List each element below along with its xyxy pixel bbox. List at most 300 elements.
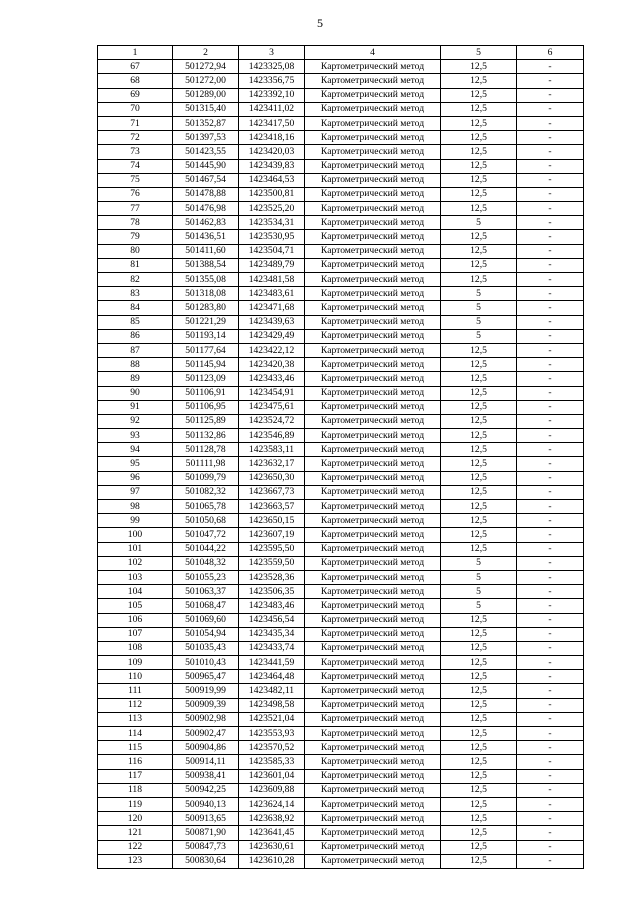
- method-cell: Картометрический метод: [305, 485, 441, 499]
- method-cell: Картометрический метод: [305, 556, 441, 570]
- y-coordinate-cell: 1423553,93: [239, 727, 305, 741]
- y-coordinate-cell: 1423411,02: [239, 102, 305, 116]
- y-coordinate-cell: 1423650,15: [239, 514, 305, 528]
- note-cell: -: [517, 741, 584, 755]
- x-coordinate-cell: 501065,78: [173, 500, 239, 514]
- x-coordinate-cell: 501318,08: [173, 287, 239, 301]
- note-cell: -: [517, 812, 584, 826]
- accuracy-cell: 12,5: [441, 116, 517, 130]
- point-number-cell: 82: [98, 273, 173, 287]
- x-coordinate-cell: 501132,86: [173, 429, 239, 443]
- table-row: [98, 769, 584, 783]
- point-number-cell: 102: [98, 556, 173, 570]
- note-cell: -: [517, 202, 584, 216]
- point-number-cell: 91: [98, 400, 173, 414]
- x-coordinate-cell: 501125,89: [173, 414, 239, 428]
- x-coordinate-cell: 500938,41: [173, 769, 239, 783]
- y-coordinate-cell: 1423624,14: [239, 797, 305, 811]
- x-coordinate-cell: 501423,55: [173, 145, 239, 159]
- table-row: [98, 131, 584, 145]
- x-coordinate-cell: 500871,90: [173, 826, 239, 840]
- note-cell: -: [517, 514, 584, 528]
- table-row: [98, 102, 584, 116]
- point-number-cell: 99: [98, 514, 173, 528]
- accuracy-cell: 5: [441, 585, 517, 599]
- note-cell: -: [517, 613, 584, 627]
- accuracy-cell: 5: [441, 570, 517, 584]
- accuracy-cell: 12,5: [441, 102, 517, 116]
- point-number-cell: 104: [98, 585, 173, 599]
- y-coordinate-cell: 1423583,11: [239, 443, 305, 457]
- x-coordinate-cell: 501478,88: [173, 187, 239, 201]
- table-row: [98, 429, 584, 443]
- table-row: [98, 329, 584, 343]
- note-cell: -: [517, 400, 584, 414]
- point-number-cell: 112: [98, 698, 173, 712]
- point-number-cell: 95: [98, 457, 173, 471]
- note-cell: -: [517, 528, 584, 542]
- accuracy-cell: 12,5: [441, 131, 517, 145]
- note-cell: -: [517, 712, 584, 726]
- point-number-cell: 78: [98, 216, 173, 230]
- x-coordinate-cell: 501445,90: [173, 159, 239, 173]
- accuracy-cell: 12,5: [441, 812, 517, 826]
- note-cell: -: [517, 826, 584, 840]
- table-row: [98, 471, 584, 485]
- x-coordinate-cell: 501289,00: [173, 88, 239, 102]
- accuracy-cell: 12,5: [441, 202, 517, 216]
- method-cell: Картометрический метод: [305, 131, 441, 145]
- accuracy-cell: 12,5: [441, 343, 517, 357]
- point-number-cell: 97: [98, 485, 173, 499]
- method-cell: Картометрический метод: [305, 528, 441, 542]
- point-number-cell: 117: [98, 769, 173, 783]
- table-row: [98, 159, 584, 173]
- accuracy-cell: 12,5: [441, 698, 517, 712]
- y-coordinate-cell: 1423500,81: [239, 187, 305, 201]
- accuracy-cell: 12,5: [441, 485, 517, 499]
- table-row: [98, 301, 584, 315]
- accuracy-cell: 5: [441, 329, 517, 343]
- accuracy-cell: 12,5: [441, 514, 517, 528]
- point-number-cell: 123: [98, 854, 173, 868]
- accuracy-cell: 12,5: [441, 400, 517, 414]
- y-coordinate-cell: 1423667,73: [239, 485, 305, 499]
- y-coordinate-cell: 1423524,72: [239, 414, 305, 428]
- x-coordinate-cell: 500942,25: [173, 783, 239, 797]
- note-cell: -: [517, 273, 584, 287]
- accuracy-cell: 12,5: [441, 627, 517, 641]
- table-row: [98, 826, 584, 840]
- y-coordinate-cell: 1423435,34: [239, 627, 305, 641]
- y-coordinate-cell: 1423663,57: [239, 500, 305, 514]
- accuracy-cell: 12,5: [441, 741, 517, 755]
- table-row: [98, 514, 584, 528]
- point-number-cell: 108: [98, 641, 173, 655]
- x-coordinate-cell: 501044,22: [173, 542, 239, 556]
- table-row: [98, 202, 584, 216]
- accuracy-cell: 12,5: [441, 727, 517, 741]
- note-cell: -: [517, 358, 584, 372]
- table-row: [98, 797, 584, 811]
- point-number-cell: 110: [98, 670, 173, 684]
- accuracy-cell: 12,5: [441, 60, 517, 74]
- y-coordinate-cell: 1423433,46: [239, 372, 305, 386]
- note-cell: -: [517, 88, 584, 102]
- point-number-cell: 76: [98, 187, 173, 201]
- table-row: [98, 854, 584, 868]
- table-row: [98, 414, 584, 428]
- coordinates-table: [97, 45, 584, 869]
- x-coordinate-cell: 501050,68: [173, 514, 239, 528]
- note-cell: -: [517, 769, 584, 783]
- table-row: [98, 627, 584, 641]
- point-number-cell: 85: [98, 315, 173, 329]
- x-coordinate-cell: 501397,53: [173, 131, 239, 145]
- note-cell: -: [517, 216, 584, 230]
- note-cell: -: [517, 315, 584, 329]
- x-coordinate-cell: 500914,11: [173, 755, 239, 769]
- method-cell: Картометрический метод: [305, 88, 441, 102]
- method-cell: Картометрический метод: [305, 315, 441, 329]
- note-cell: -: [517, 173, 584, 187]
- y-coordinate-cell: 1423482,11: [239, 684, 305, 698]
- y-coordinate-cell: 1423464,48: [239, 670, 305, 684]
- method-cell: Картометрический метод: [305, 599, 441, 613]
- x-coordinate-cell: 501388,54: [173, 258, 239, 272]
- table-row: [98, 216, 584, 230]
- x-coordinate-cell: 501106,95: [173, 400, 239, 414]
- y-coordinate-cell: 1423456,54: [239, 613, 305, 627]
- y-coordinate-cell: 1423483,61: [239, 287, 305, 301]
- note-cell: -: [517, 797, 584, 811]
- point-number-cell: 111: [98, 684, 173, 698]
- method-cell: Картометрический метод: [305, 258, 441, 272]
- method-cell: Картометрический метод: [305, 585, 441, 599]
- x-coordinate-cell: 500919,99: [173, 684, 239, 698]
- table-row: [98, 116, 584, 130]
- y-coordinate-cell: 1423475,61: [239, 400, 305, 414]
- table-row: [98, 840, 584, 854]
- method-cell: Картометрический метод: [305, 698, 441, 712]
- method-cell: Картометрический метод: [305, 641, 441, 655]
- accuracy-cell: 12,5: [441, 358, 517, 372]
- note-cell: -: [517, 570, 584, 584]
- table-row: [98, 570, 584, 584]
- y-coordinate-cell: 1423609,88: [239, 783, 305, 797]
- x-coordinate-cell: 501283,80: [173, 301, 239, 315]
- column-header: 2: [173, 46, 239, 60]
- x-coordinate-cell: 500902,98: [173, 712, 239, 726]
- point-number-cell: 69: [98, 88, 173, 102]
- method-cell: Картометрический метод: [305, 230, 441, 244]
- x-coordinate-cell: 501047,72: [173, 528, 239, 542]
- table-row: [98, 88, 584, 102]
- note-cell: -: [517, 485, 584, 499]
- accuracy-cell: 12,5: [441, 88, 517, 102]
- y-coordinate-cell: 1423638,92: [239, 812, 305, 826]
- accuracy-cell: 12,5: [441, 258, 517, 272]
- table-row: [98, 443, 584, 457]
- method-cell: Картометрический метод: [305, 74, 441, 88]
- y-coordinate-cell: 1423489,79: [239, 258, 305, 272]
- accuracy-cell: 12,5: [441, 429, 517, 443]
- x-coordinate-cell: 501145,94: [173, 358, 239, 372]
- table-row: [98, 599, 584, 613]
- table-row: [98, 358, 584, 372]
- note-cell: -: [517, 556, 584, 570]
- accuracy-cell: 12,5: [441, 159, 517, 173]
- point-number-cell: 70: [98, 102, 173, 116]
- point-number-cell: 105: [98, 599, 173, 613]
- table-row: [98, 287, 584, 301]
- method-cell: Картометрический метод: [305, 712, 441, 726]
- y-coordinate-cell: 1423630,61: [239, 840, 305, 854]
- note-cell: -: [517, 102, 584, 116]
- point-number-cell: 80: [98, 244, 173, 258]
- point-number-cell: 116: [98, 755, 173, 769]
- method-cell: Картометрический метод: [305, 769, 441, 783]
- method-cell: Картометрический метод: [305, 854, 441, 868]
- x-coordinate-cell: 501436,51: [173, 230, 239, 244]
- table-row: [98, 173, 584, 187]
- method-cell: Картометрический метод: [305, 812, 441, 826]
- y-coordinate-cell: 1423506,35: [239, 585, 305, 599]
- method-cell: Картометрический метод: [305, 60, 441, 74]
- column-header: 5: [441, 46, 517, 60]
- accuracy-cell: 12,5: [441, 500, 517, 514]
- table-row: [98, 727, 584, 741]
- y-coordinate-cell: 1423525,20: [239, 202, 305, 216]
- point-number-cell: 101: [98, 542, 173, 556]
- accuracy-cell: 12,5: [441, 783, 517, 797]
- x-coordinate-cell: 501272,94: [173, 60, 239, 74]
- x-coordinate-cell: 501068,47: [173, 599, 239, 613]
- x-coordinate-cell: 500830,64: [173, 854, 239, 868]
- note-cell: -: [517, 187, 584, 201]
- note-cell: -: [517, 258, 584, 272]
- point-number-cell: 73: [98, 145, 173, 159]
- y-coordinate-cell: 1423534,31: [239, 216, 305, 230]
- x-coordinate-cell: 501462,83: [173, 216, 239, 230]
- method-cell: Картометрический метод: [305, 386, 441, 400]
- table-row: [98, 755, 584, 769]
- note-cell: -: [517, 684, 584, 698]
- y-coordinate-cell: 1423392,10: [239, 88, 305, 102]
- note-cell: -: [517, 230, 584, 244]
- x-coordinate-cell: 501411,60: [173, 244, 239, 258]
- point-number-cell: 68: [98, 74, 173, 88]
- x-coordinate-cell: 501352,87: [173, 116, 239, 130]
- note-cell: -: [517, 698, 584, 712]
- accuracy-cell: 12,5: [441, 712, 517, 726]
- x-coordinate-cell: 501069,60: [173, 613, 239, 627]
- method-cell: Картометрический метод: [305, 542, 441, 556]
- table-row: [98, 500, 584, 514]
- accuracy-cell: 12,5: [441, 187, 517, 201]
- point-number-cell: 87: [98, 343, 173, 357]
- accuracy-cell: 12,5: [441, 684, 517, 698]
- column-header: 3: [239, 46, 305, 60]
- method-cell: Картометрический метод: [305, 273, 441, 287]
- point-number-cell: 79: [98, 230, 173, 244]
- accuracy-cell: 12,5: [441, 769, 517, 783]
- point-number-cell: 94: [98, 443, 173, 457]
- x-coordinate-cell: 501193,14: [173, 329, 239, 343]
- note-cell: -: [517, 244, 584, 258]
- table-row: [98, 230, 584, 244]
- note-cell: -: [517, 131, 584, 145]
- point-number-cell: 122: [98, 840, 173, 854]
- point-number-cell: 106: [98, 613, 173, 627]
- table-row: [98, 244, 584, 258]
- method-cell: Картометрический метод: [305, 826, 441, 840]
- y-coordinate-cell: 1423559,50: [239, 556, 305, 570]
- accuracy-cell: 12,5: [441, 414, 517, 428]
- y-coordinate-cell: 1423607,19: [239, 528, 305, 542]
- method-cell: Картометрический метод: [305, 457, 441, 471]
- method-cell: Картометрический метод: [305, 500, 441, 514]
- x-coordinate-cell: 501048,32: [173, 556, 239, 570]
- table-row: [98, 386, 584, 400]
- x-coordinate-cell: 501123,09: [173, 372, 239, 386]
- table-row: [98, 613, 584, 627]
- y-coordinate-cell: 1423481,58: [239, 273, 305, 287]
- point-number-cell: 81: [98, 258, 173, 272]
- y-coordinate-cell: 1423528,36: [239, 570, 305, 584]
- method-cell: Картометрический метод: [305, 173, 441, 187]
- point-number-cell: 114: [98, 727, 173, 741]
- method-cell: Картометрический метод: [305, 741, 441, 755]
- point-number-cell: 74: [98, 159, 173, 173]
- point-number-cell: 118: [98, 783, 173, 797]
- accuracy-cell: 12,5: [441, 386, 517, 400]
- note-cell: -: [517, 854, 584, 868]
- point-number-cell: 96: [98, 471, 173, 485]
- method-cell: Картометрический метод: [305, 187, 441, 201]
- method-cell: Картометрический метод: [305, 443, 441, 457]
- method-cell: Картометрический метод: [305, 783, 441, 797]
- table-row: [98, 60, 584, 74]
- accuracy-cell: 12,5: [441, 244, 517, 258]
- method-cell: Картометрический метод: [305, 372, 441, 386]
- accuracy-cell: 12,5: [441, 613, 517, 627]
- point-number-cell: 119: [98, 797, 173, 811]
- note-cell: -: [517, 599, 584, 613]
- table-row: [98, 585, 584, 599]
- point-number-cell: 92: [98, 414, 173, 428]
- accuracy-cell: 12,5: [441, 854, 517, 868]
- table-header-row: [98, 46, 584, 60]
- note-cell: -: [517, 585, 584, 599]
- y-coordinate-cell: 1423610,28: [239, 854, 305, 868]
- table-row: [98, 670, 584, 684]
- y-coordinate-cell: 1423439,63: [239, 315, 305, 329]
- accuracy-cell: 5: [441, 599, 517, 613]
- y-coordinate-cell: 1423521,04: [239, 712, 305, 726]
- point-number-cell: 84: [98, 301, 173, 315]
- method-cell: Картометрический метод: [305, 627, 441, 641]
- method-cell: Картометрический метод: [305, 613, 441, 627]
- method-cell: Картометрический метод: [305, 570, 441, 584]
- table-row: [98, 145, 584, 159]
- accuracy-cell: 12,5: [441, 173, 517, 187]
- x-coordinate-cell: 501106,91: [173, 386, 239, 400]
- method-cell: Картометрический метод: [305, 301, 441, 315]
- column-header: 4: [305, 46, 441, 60]
- note-cell: -: [517, 343, 584, 357]
- accuracy-cell: 5: [441, 556, 517, 570]
- accuracy-cell: 12,5: [441, 145, 517, 159]
- note-cell: -: [517, 500, 584, 514]
- y-coordinate-cell: 1423546,89: [239, 429, 305, 443]
- note-cell: -: [517, 656, 584, 670]
- x-coordinate-cell: 501315,40: [173, 102, 239, 116]
- point-number-cell: 103: [98, 570, 173, 584]
- method-cell: Картометрический метод: [305, 656, 441, 670]
- x-coordinate-cell: 500902,47: [173, 727, 239, 741]
- x-coordinate-cell: 501082,32: [173, 485, 239, 499]
- x-coordinate-cell: 501099,79: [173, 471, 239, 485]
- method-cell: Картометрический метод: [305, 202, 441, 216]
- note-cell: -: [517, 429, 584, 443]
- table-row: [98, 641, 584, 655]
- y-coordinate-cell: 1423429,49: [239, 329, 305, 343]
- method-cell: Картометрический метод: [305, 471, 441, 485]
- method-cell: Картометрический метод: [305, 116, 441, 130]
- accuracy-cell: 12,5: [441, 670, 517, 684]
- x-coordinate-cell: 500909,39: [173, 698, 239, 712]
- y-coordinate-cell: 1423585,33: [239, 755, 305, 769]
- note-cell: -: [517, 641, 584, 655]
- y-coordinate-cell: 1423595,50: [239, 542, 305, 556]
- table-row: [98, 372, 584, 386]
- method-cell: Картометрический метод: [305, 216, 441, 230]
- x-coordinate-cell: 500965,47: [173, 670, 239, 684]
- y-coordinate-cell: 1423650,30: [239, 471, 305, 485]
- table-row: [98, 74, 584, 88]
- page-number: 5: [317, 16, 323, 30]
- method-cell: Картометрический метод: [305, 358, 441, 372]
- accuracy-cell: 5: [441, 216, 517, 230]
- note-cell: -: [517, 670, 584, 684]
- table-row: [98, 273, 584, 287]
- accuracy-cell: 12,5: [441, 542, 517, 556]
- point-number-cell: 77: [98, 202, 173, 216]
- note-cell: -: [517, 329, 584, 343]
- accuracy-cell: 12,5: [441, 528, 517, 542]
- note-cell: -: [517, 60, 584, 74]
- table-body: [98, 60, 584, 869]
- note-cell: -: [517, 372, 584, 386]
- y-coordinate-cell: 1423471,68: [239, 301, 305, 315]
- method-cell: Картометрический метод: [305, 102, 441, 116]
- method-cell: Картометрический метод: [305, 429, 441, 443]
- y-coordinate-cell: 1423439,83: [239, 159, 305, 173]
- note-cell: -: [517, 443, 584, 457]
- y-coordinate-cell: 1423325,08: [239, 60, 305, 74]
- table-row: [98, 741, 584, 755]
- y-coordinate-cell: 1423498,58: [239, 698, 305, 712]
- accuracy-cell: 12,5: [441, 471, 517, 485]
- note-cell: -: [517, 542, 584, 556]
- y-coordinate-cell: 1423504,71: [239, 244, 305, 258]
- accuracy-cell: 12,5: [441, 74, 517, 88]
- note-cell: -: [517, 755, 584, 769]
- column-header: 1: [98, 46, 173, 60]
- accuracy-cell: 5: [441, 287, 517, 301]
- accuracy-cell: 12,5: [441, 840, 517, 854]
